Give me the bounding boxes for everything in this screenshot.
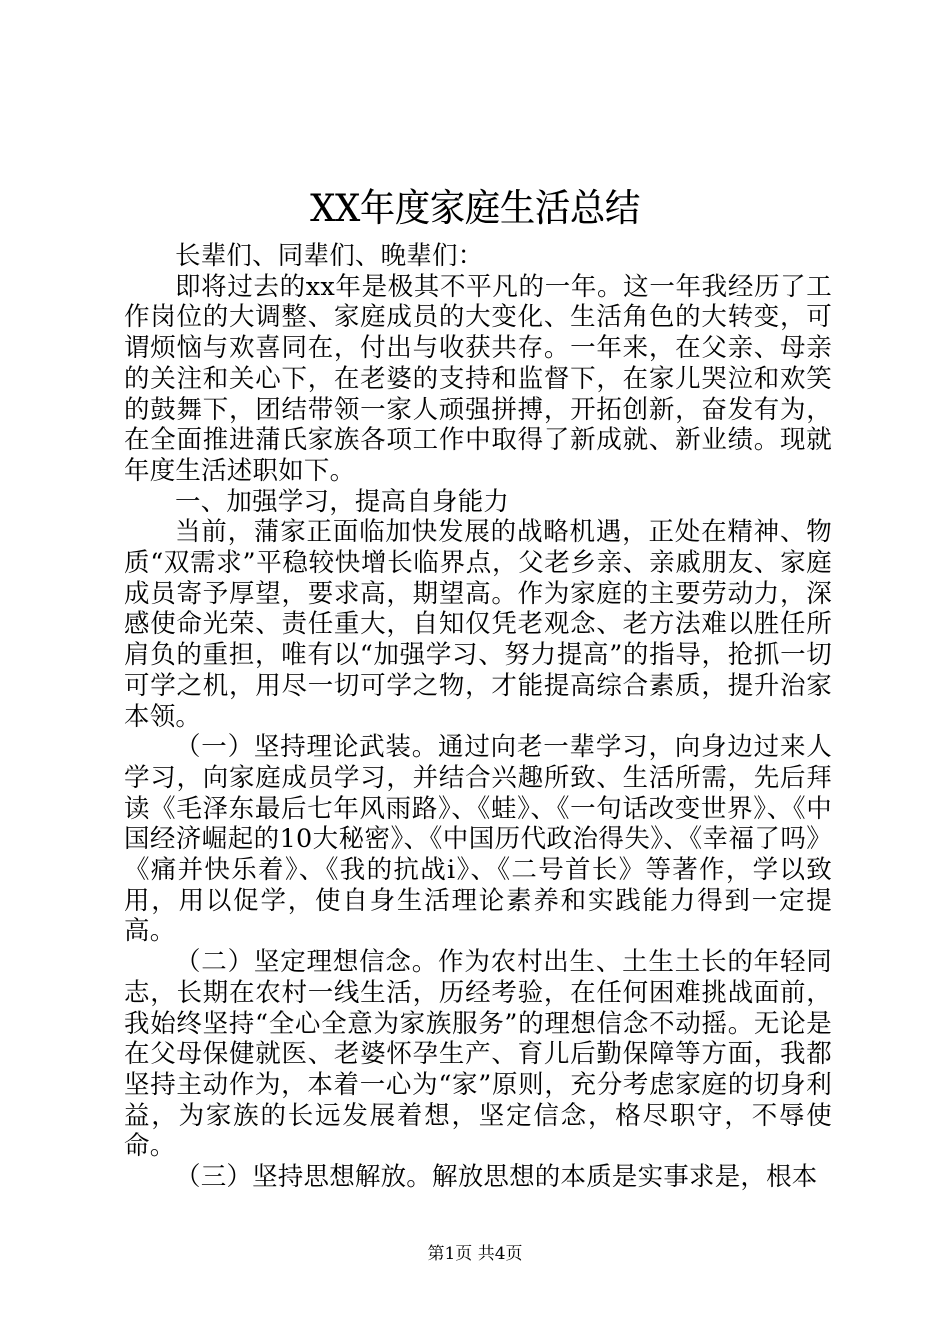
body-paragraph: （一）坚持理论武装。通过向老一辈学习，向身边过来人学习，向家庭成员学习，并结合兴趣所致、生活所需，先后拜读《毛泽东最后七年风雨路》、《蛙》、《一句话改变世界》、《中国经济崛起的10大秘密》、《中国历代政治得失》、《幸福了吗》《痛并快乐着》、《我的抗战ⅰ》、《二号首长》等著作，学以致用，用以促学，使自身生活理论素养和实践能力得到一定提高。 (124, 732, 832, 947)
document-body (124, 241, 832, 1193)
intro-paragraph: 即将过去的xx年是极其不平凡的一年。这一年我经历了工作岗位的大调整、家庭成员的大变化、生活角色的大转变，可谓烦恼与欢喜同在，付出与收获共存。一年来，在父亲、母亲的关注和关心下，在老婆的支持和监督下，在家儿哭泣和欢笑的鼓舞下，团结带领一家人顽强拼搏，开拓创新，奋发有为，在全面推进蒲氏家族各项工作中取得了新成就、新业绩。现就年度生活述职如下。 (124, 271, 832, 486)
body-paragraph: 当前，蒲家正面临加快发展的战略机遇，正处在精神、物质“双需求”平稳较快增长临界点，父老乡亲、亲戚朋友、家庭成员寄予厚望，要求高，期望高。作为家庭的主要劳动力，深感使命光荣、责任重大，自知仅凭老观念、老方法难以胜任所肩负的重担，唯有以“加强学习、努力提高”的指导，抢抓一切可学之机，用尽一切可学之物，才能提高综合素质，提升治家本领。 (124, 517, 832, 732)
salutation-paragraph: 长辈们、同辈们、晚辈们： (175, 241, 484, 271)
body-paragraph: （二）坚定理想信念。作为农村出生、土生土长的年轻同志，长期在农村一线生活，历经考验，在任何困难挑战面前，我始终坚持“全心全意为家族服务”的理想信念不动摇。无论是在父母保健就医、老婆怀孕生产、育儿后勤保障等方面，我都坚持主动作为，本着一心为“家”原则，充分考虑家庭的切身利益，为家族的长远发展着想，坚定信念，格尽职守，不辱使命。 (124, 947, 832, 1162)
body-paragraph: （三）坚持思想解放。解放思想的本质是实事求是，根本 (175, 1162, 818, 1193)
page-footer: 第1页 共4页 (427, 1244, 523, 1264)
section-heading: 一、加强学习，提高自身能力 (175, 486, 510, 517)
document-title: XX年度家庭生活总结 (310, 187, 640, 231)
